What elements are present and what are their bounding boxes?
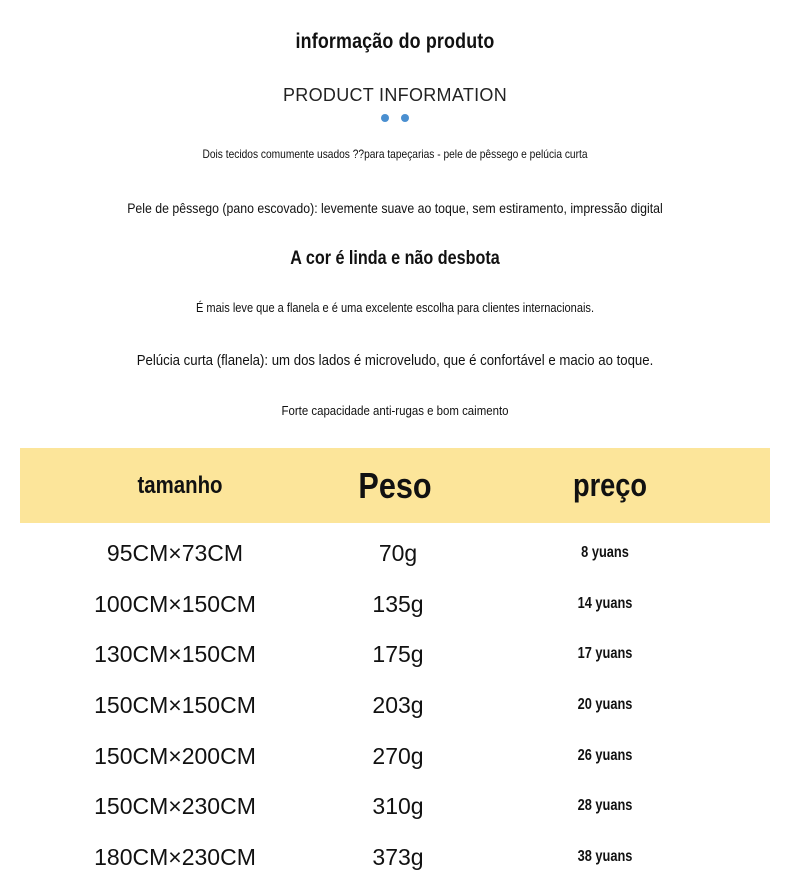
table-row	[0, 832, 790, 883]
table-row	[0, 731, 790, 782]
column-header-weight: Peso	[358, 465, 432, 506]
table-row	[0, 579, 790, 630]
color-highlight-heading: A cor é linda e não desbota	[290, 248, 500, 269]
lightweight-description: É mais leve que a flanela e é uma excelente escolha para clientes internacionais.	[195, 300, 595, 315]
weight-cell: 203g	[372, 692, 424, 719]
dot-icon	[381, 114, 389, 122]
anti-wrinkle-description: Forte capacidade anti-rugas e bom caimento	[281, 403, 509, 418]
weight-cell: 135g	[372, 590, 424, 617]
weight-cell: 175g	[372, 641, 424, 668]
peach-skin-description: Pele de pêssego (pano escovado): levemente suave ao toque, sem estiramento, impressão digital	[127, 200, 663, 216]
size-cell: 150CM×200CM	[94, 742, 256, 769]
fabric-intro-text: Dois tecidos comumente usados ??para tapeçarias - pele de pêssego e pelúcia curta	[202, 147, 588, 161]
price-cell: 26 yuans	[577, 746, 633, 764]
page-subtitle: PRODUCT INFORMATION	[282, 85, 508, 105]
size-cell: 95CM×73CM	[106, 540, 244, 566]
price-cell: 8 yuans	[581, 544, 629, 561]
short-plush-description: Pelúcia curta (flanela): um dos lados é microveludo, que é confortável e macio ao toque.	[136, 352, 654, 369]
column-header-price: preço	[572, 467, 648, 503]
size-cell: 180CM×230CM	[94, 844, 256, 871]
table-row	[0, 680, 790, 731]
table-header	[20, 448, 770, 523]
table-body	[0, 528, 790, 883]
price-cell: 28 yuans	[577, 797, 633, 815]
column-header-size: tamanho	[137, 472, 223, 499]
size-cell: 150CM×230CM	[94, 793, 256, 820]
size-cell: 150CM×150CM	[94, 692, 256, 719]
page-title: informação do produto	[295, 30, 495, 53]
weight-cell: 310g	[372, 793, 424, 820]
weight-cell: 70g	[378, 540, 418, 566]
table-row	[0, 629, 790, 680]
price-cell: 14 yuans	[577, 594, 633, 612]
dot-icon	[401, 114, 409, 122]
weight-cell: 270g	[372, 742, 424, 769]
size-cell: 100CM×150CM	[94, 590, 256, 617]
decorative-dots	[0, 114, 790, 122]
weight-cell: 373g	[372, 844, 424, 871]
price-cell: 20 yuans	[577, 696, 633, 714]
price-cell: 38 yuans	[577, 848, 633, 866]
size-cell: 130CM×150CM	[94, 641, 256, 668]
price-cell: 17 yuans	[577, 645, 633, 663]
table-row	[0, 781, 790, 832]
table-row	[0, 528, 790, 579]
